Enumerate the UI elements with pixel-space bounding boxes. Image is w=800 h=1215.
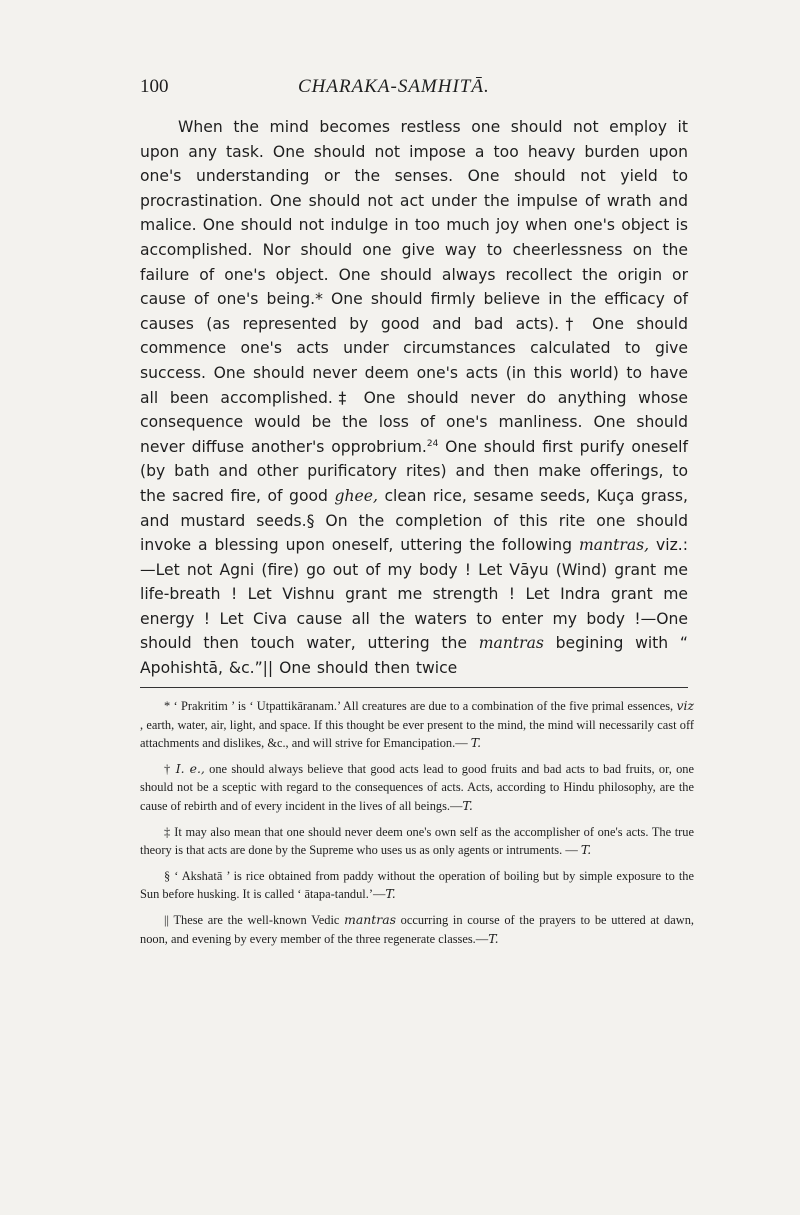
footnote-text: one should always believe that good acts lead to good fruits and bad acts to bad fruits, or, one should not be a sceptic with regard to the consequences of acts. Acts, according to Hindu philosophy, are the cause of rebirth and of every incident in the lives of all beings.— bbox=[140, 761, 695, 813]
running-title: CHARAKA-SAMHITĀ. bbox=[298, 76, 490, 97]
footnote-3 bbox=[140, 823, 694, 860]
translator-mark: T. bbox=[462, 797, 473, 813]
page-header bbox=[140, 76, 700, 104]
footnote-text: * ‘ Prakritim ’ is ‘ Utpattikāranam.’ All creatures are due to a combination of the five primal essences, bbox=[164, 699, 677, 713]
italic-term: viz bbox=[676, 698, 694, 713]
footnote-1 bbox=[140, 697, 694, 753]
footnote-text: § ‘ Akshatā ’ is rice obtained from paddy without the operation of boiling but by simple exposure to the Sun before husking. It is called ‘ ātapa-tandul.’— bbox=[140, 868, 694, 902]
footnote-2 bbox=[140, 760, 694, 816]
footnote-4 bbox=[140, 867, 694, 904]
footnote-divider bbox=[140, 687, 688, 688]
italic-term: mantras bbox=[344, 911, 396, 927]
main-paragraph bbox=[140, 115, 688, 681]
italic-term: mantras bbox=[478, 634, 544, 653]
text-run: When the mind becomes restless one should not employ it upon any task. One should not impose a too heavy burden upon one's understanding or the senses. One should not yield to procrastination. One should not act under the impulse of wrath and malice. One should not indulge in too much joy when one's object is accomplished. Nor should one give way to cheerlessness on the failure of one's object. One should always recollect the origin or cause of one's being.* One should firmly believe in the efficacy of causes (as represented by good and bad acts).† One should commence one's acts under circumstances calculated to give success. One should never deem one's acts (in this world) to have all been accomplished.‡ One should never do anything whose consequence would be the loss of one's manliness. One should never diffuse another's opprobrium. bbox=[140, 118, 688, 456]
footnote-text: || These are the well-known Vedic bbox=[164, 912, 345, 927]
italic-term: ghee, bbox=[334, 486, 378, 505]
footnote-text: † bbox=[164, 761, 176, 776]
text-run: viz.:—Let not Agni (fire) go out of my body ! Let Vāyu (Wind) grant me life-breath ! Let Vishnu grant me strength ! Let Indra grant me energy ! Let Civa cause all the waters to enter my body !—One should then touch water, uttering the bbox=[140, 536, 688, 653]
text-run: One should first purify oneself (by bath and other purificatory rites) and then make offerings, to the sacred fire, of good bbox=[140, 437, 688, 505]
translator-mark: T. bbox=[580, 842, 592, 858]
text-run: begining with “ Apohishtā, &c.”|| One should then twice bbox=[140, 634, 688, 678]
footnote-ref: 24 bbox=[426, 438, 439, 449]
footnote-text: occurring in course of the prayers to be uttered at dawn, noon, and evening by every member of the three regenerate classes.— bbox=[140, 912, 694, 946]
main-text bbox=[140, 115, 688, 681]
translator-mark: T. bbox=[488, 930, 499, 946]
footnote-5 bbox=[140, 911, 694, 948]
text-run: clean rice, sesame seeds, Kuça grass, and mustard seeds.§ On the completion of this rite one should invoke a blessing upon oneself, uttering the following bbox=[140, 486, 688, 555]
footnotes bbox=[140, 697, 694, 955]
footnote-text: , earth, water, air, light, and space. If this thought be ever present to the mind, the mind will necessarily cast off attachments and dislikes, &c., and will strive for Emancipation.— bbox=[140, 717, 694, 751]
footnote-text: ‡ It may also mean that one should never deem one's own self as the accomplisher of one's acts. The true theory is that acts are done by the Supreme who uses us as only agents or intruments. — bbox=[140, 824, 694, 858]
italic-term: mantras, bbox=[578, 536, 650, 555]
italic-term: I. e., bbox=[175, 760, 205, 776]
page-number: 100 bbox=[140, 76, 169, 97]
translator-mark: T. bbox=[385, 886, 396, 902]
translator-mark: T. bbox=[470, 735, 482, 751]
